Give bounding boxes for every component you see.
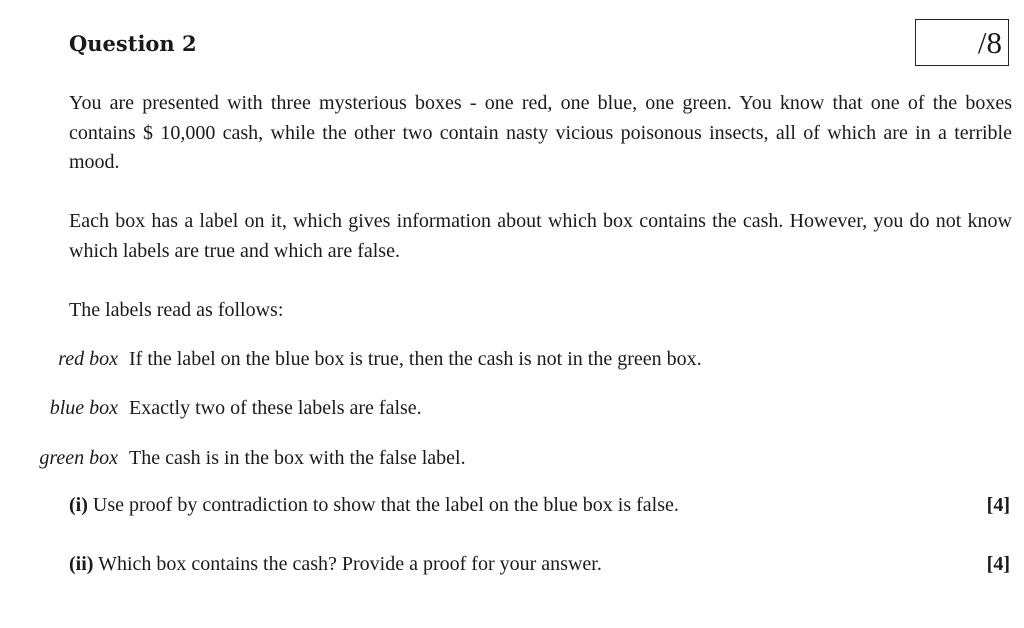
intro-paragraph-2: Each box has a label on it, which gives information about which box contains the cash. However, you do not know which labels are true and which are false. [69, 210, 1012, 262]
label-term: green box [39, 447, 118, 469]
label-term: red box [58, 348, 118, 370]
part-ii [69, 549, 1012, 579]
label-text: The cash is in the box with the false label. [129, 447, 466, 469]
label-text: Exactly two of these labels are false. [129, 397, 422, 419]
part-number: (i) [69, 494, 88, 516]
label-blue-box [0, 393, 1024, 423]
question-title: Question 2 [69, 31, 197, 56]
label-green-box [0, 443, 1024, 473]
part-text: Use proof by contradiction to show that the label on the blue box is false. [92, 494, 679, 516]
intro-paragraph-3: The labels read as follows: [69, 299, 284, 321]
part-text: Which box contains the cash? Provide a proof for your answer. [98, 553, 602, 575]
part-marks: [4] [986, 553, 1010, 575]
label-text: If the label on the blue box is true, then the cash is not in the green box. [129, 348, 702, 370]
label-term: blue box [49, 397, 118, 419]
intro-paragraph-1: You are presented with three mysterious boxes - one red, one blue, one green. You know that one of the boxes contains $ 10,000 cash, while the other two contain nasty vicious poisonous insects, all of which are in a terrible mood. [69, 92, 1012, 173]
part-number: (ii) [69, 553, 94, 575]
label-red-box [0, 344, 1024, 374]
part-i [69, 490, 1012, 520]
score-box: /8 [915, 19, 1009, 66]
part-marks: [4] [986, 494, 1010, 516]
